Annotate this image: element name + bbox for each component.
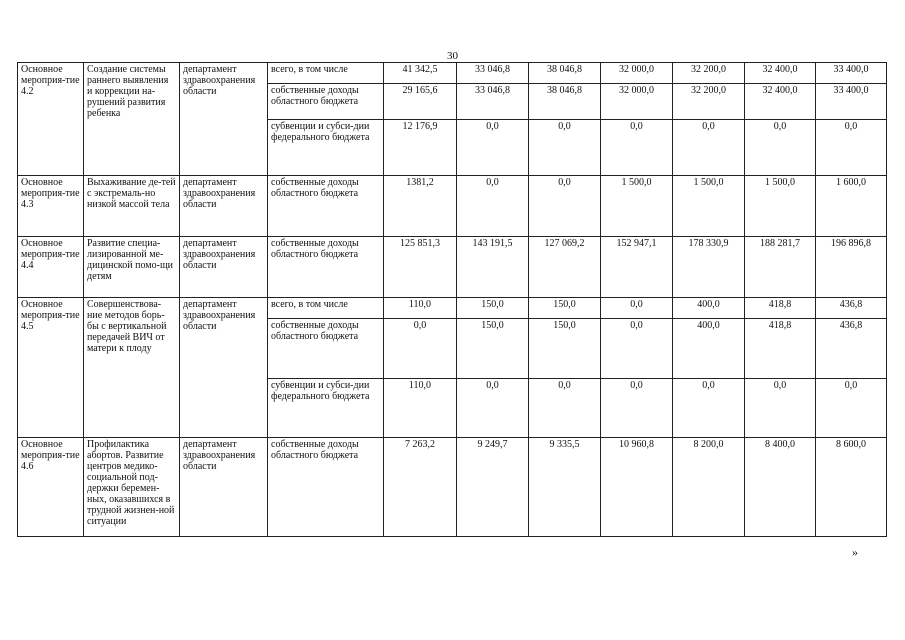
- value-cell: 10 960,8: [601, 438, 673, 537]
- value-cell: 152 947,1: [601, 237, 673, 298]
- funding-source-cell: собственные доходы областного бюджета: [268, 438, 384, 537]
- value-cell: 0,0: [384, 319, 457, 379]
- value-cell: 400,0: [673, 319, 745, 379]
- table-row: [18, 63, 887, 84]
- value-cell: 1 500,0: [673, 176, 745, 237]
- value-cell: 8 200,0: [673, 438, 745, 537]
- table-row: [18, 298, 887, 319]
- value-cell: 400,0: [673, 298, 745, 319]
- value-cell: 32 200,0: [673, 84, 745, 120]
- value-cell: 29 165,6: [384, 84, 457, 120]
- value-cell: 150,0: [529, 298, 601, 319]
- value-cell: 436,8: [816, 319, 887, 379]
- budget-table: [17, 62, 887, 537]
- value-cell: 0,0: [816, 120, 887, 176]
- value-cell: 0,0: [673, 379, 745, 438]
- funding-source-cell: собственные доходы областного бюджета: [268, 237, 384, 298]
- event-cell: Основное мероприя-тие 4.5: [18, 298, 84, 438]
- value-cell: 125 851,3: [384, 237, 457, 298]
- value-cell: 0,0: [601, 319, 673, 379]
- value-cell: 32 000,0: [601, 63, 673, 84]
- department-cell: департамент здравоохранения области: [180, 176, 268, 237]
- value-cell: 150,0: [457, 298, 529, 319]
- value-cell: 7 263,2: [384, 438, 457, 537]
- event-cell: Основное мероприя-тие 4.3: [18, 176, 84, 237]
- value-cell: 32 400,0: [745, 84, 816, 120]
- event-cell: Основное мероприя-тие 4.4: [18, 237, 84, 298]
- value-cell: 32 200,0: [673, 63, 745, 84]
- table-row: [18, 438, 887, 537]
- value-cell: 0,0: [529, 379, 601, 438]
- value-cell: 0,0: [601, 298, 673, 319]
- value-cell: 110,0: [384, 379, 457, 438]
- value-cell: 1 500,0: [601, 176, 673, 237]
- value-cell: 38 046,8: [529, 84, 601, 120]
- closing-quote-mark: »: [852, 545, 858, 559]
- funding-source-cell: собственные доходы областного бюджета: [268, 84, 384, 120]
- value-cell: 150,0: [529, 319, 601, 379]
- value-cell: 1 500,0: [745, 176, 816, 237]
- value-cell: 143 191,5: [457, 237, 529, 298]
- value-cell: 32 400,0: [745, 63, 816, 84]
- value-cell: 32 000,0: [601, 84, 673, 120]
- value-cell: 12 176,9: [384, 120, 457, 176]
- funding-source-cell: собственные доходы областного бюджета: [268, 176, 384, 237]
- value-cell: 0,0: [673, 120, 745, 176]
- value-cell: 0,0: [745, 120, 816, 176]
- value-cell: 188 281,7: [745, 237, 816, 298]
- table-row: [18, 237, 887, 298]
- event-cell: Основное мероприя-тие 4.6: [18, 438, 84, 537]
- value-cell: 418,8: [745, 298, 816, 319]
- event-name-cell: Создание системы раннего выявления и коррекции на-рушений развития ребенка: [84, 63, 180, 176]
- page-number: 30: [447, 50, 458, 62]
- value-cell: 0,0: [457, 176, 529, 237]
- value-cell: 0,0: [816, 379, 887, 438]
- funding-source-cell: субвенции и субси-дии федерального бюджета: [268, 120, 384, 176]
- value-cell: 8 600,0: [816, 438, 887, 537]
- value-cell: 178 330,9: [673, 237, 745, 298]
- department-cell: департамент здравоохранения области: [180, 438, 268, 537]
- value-cell: 150,0: [457, 319, 529, 379]
- value-cell: 33 046,8: [457, 84, 529, 120]
- funding-source-cell: субвенции и субси-дии федерального бюджета: [268, 379, 384, 438]
- value-cell: 33 046,8: [457, 63, 529, 84]
- department-cell: департамент здравоохранения области: [180, 63, 268, 176]
- value-cell: 1381,2: [384, 176, 457, 237]
- value-cell: 1 600,0: [816, 176, 887, 237]
- funding-source-cell: всего, в том числе: [268, 298, 384, 319]
- event-name-cell: Развитие специа-лизированной ме-дицинской помо-щи детям: [84, 237, 180, 298]
- value-cell: 436,8: [816, 298, 887, 319]
- value-cell: 0,0: [601, 379, 673, 438]
- event-name-cell: Профилактика абортов. Развитие центров медико-социальной под-держки беремен-ных, оказавшихся в трудной жизнен-ной ситуации: [84, 438, 180, 537]
- funding-source-cell: всего, в том числе: [268, 63, 384, 84]
- value-cell: 0,0: [457, 379, 529, 438]
- value-cell: 33 400,0: [816, 84, 887, 120]
- value-cell: 0,0: [457, 120, 529, 176]
- value-cell: 196 896,8: [816, 237, 887, 298]
- event-cell: Основное мероприя-тие 4.2: [18, 63, 84, 176]
- value-cell: 127 069,2: [529, 237, 601, 298]
- value-cell: 418,8: [745, 319, 816, 379]
- value-cell: 33 400,0: [816, 63, 887, 84]
- table-row: [18, 176, 887, 237]
- value-cell: 38 046,8: [529, 63, 601, 84]
- value-cell: 9 335,5: [529, 438, 601, 537]
- event-name-cell: Выхаживание де-тей с экстремаль-но низкой массой тела: [84, 176, 180, 237]
- funding-source-cell: собственные доходы областного бюджета: [268, 319, 384, 379]
- value-cell: 110,0: [384, 298, 457, 319]
- value-cell: 0,0: [601, 120, 673, 176]
- value-cell: 9 249,7: [457, 438, 529, 537]
- value-cell: 0,0: [529, 176, 601, 237]
- department-cell: департамент здравоохранения области: [180, 237, 268, 298]
- value-cell: 0,0: [529, 120, 601, 176]
- value-cell: 8 400,0: [745, 438, 816, 537]
- department-cell: департамент здравоохранения области: [180, 298, 268, 438]
- value-cell: 0,0: [745, 379, 816, 438]
- event-name-cell: Совершенствова-ние методов борь-бы с вертикальной передачей ВИЧ от матери к плоду: [84, 298, 180, 438]
- value-cell: 41 342,5: [384, 63, 457, 84]
